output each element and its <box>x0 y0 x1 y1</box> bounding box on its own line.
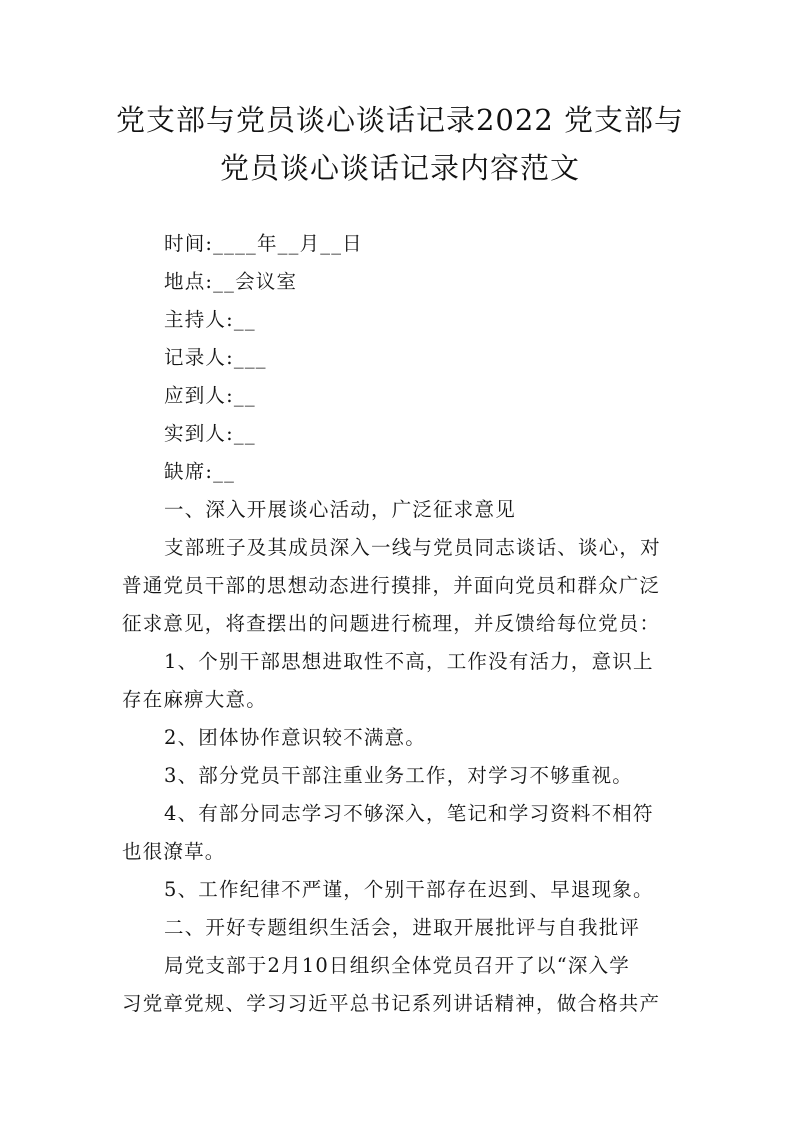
section-2-paragraph-line: 习党章党规、学习习近平总书记系列讲话精神，做合格共产 <box>122 992 661 1015</box>
issue-item-4-line: 4、有部分同志学习不够深入，笔记和学习资料不相符 <box>164 802 654 825</box>
issue-item-4-line: 也很潦草。 <box>122 840 226 863</box>
issue-item-1-line: 存在麻痹大意。 <box>122 688 267 711</box>
section-1-intro-line: 普通党员干部的思想动态进行摸排，并面向党员和群众广泛 <box>122 574 661 597</box>
issue-item-2: 2、团体协作意识较不满意。 <box>164 726 427 749</box>
issue-item-1-line: 1、个别干部思想进取性不高，工作没有活力，意识上 <box>164 650 654 673</box>
meta-absent: 缺席:__ <box>164 460 236 483</box>
section-1-intro-line: 支部班子及其成员深入一线与党员同志谈话、谈心，对 <box>164 536 661 559</box>
meta-host: 主持人:__ <box>164 308 256 331</box>
issue-item-5: 5、工作纪律不严谨，个别干部存在迟到、早退现象。 <box>164 878 654 901</box>
meta-recorder: 记录人:___ <box>164 346 267 369</box>
section-1-heading: 一、深入开展谈心活动，广泛征求意见 <box>164 498 516 521</box>
meta-expected-attendees: 应到人:__ <box>164 384 256 407</box>
section-2-heading: 二、开好专题组织生活会，进取开展批评与自我批评 <box>164 916 641 939</box>
document-title-line-2: 党员谈心谈话记录内容范文 <box>219 151 580 185</box>
meta-time: 时间:____年__月__日 <box>164 232 363 255</box>
meta-actual-attendees: 实到人:__ <box>164 422 256 445</box>
document-title-line-1: 党支部与党员谈心谈话记录2022 党支部与 <box>115 103 685 137</box>
issue-item-3: 3、部分党员干部注重业务工作，对学习不够重视。 <box>164 764 634 787</box>
meta-place: 地点:__会议室 <box>164 270 298 293</box>
section-1-intro-line: 征求意见，将查摆出的问题进行梳理，并反馈给每位党员： <box>122 612 661 635</box>
section-2-paragraph-line: 局党支部于2月10日组织全体党员召开了以“深入学 <box>164 954 630 977</box>
